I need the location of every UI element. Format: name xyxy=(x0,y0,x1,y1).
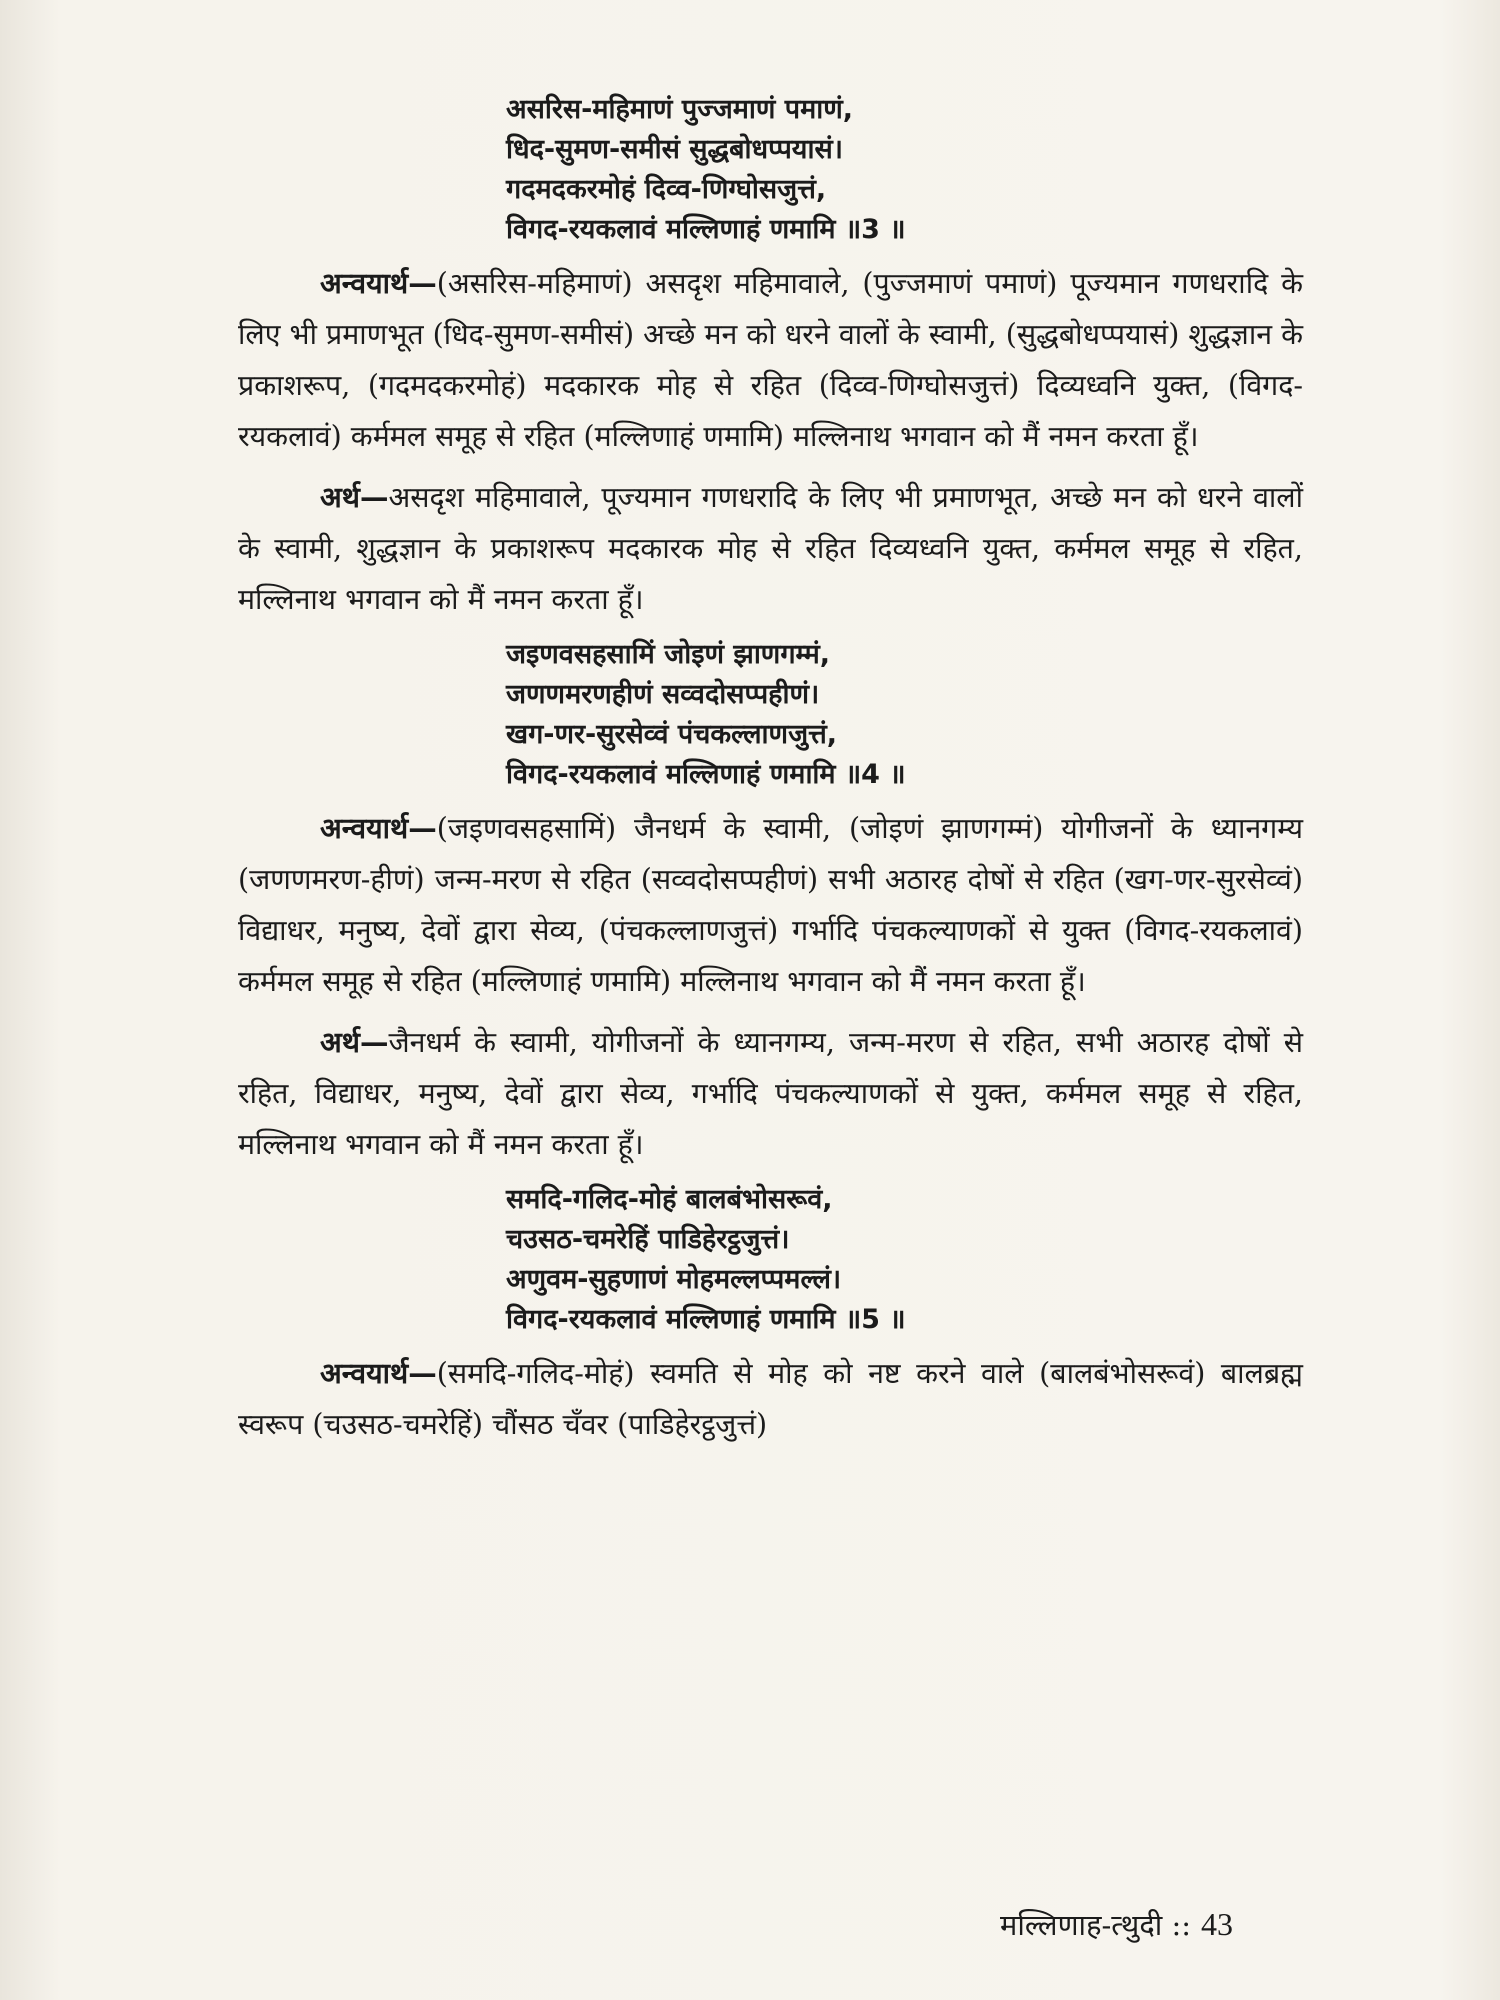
anvayartha-label: अन्वयार्थ— xyxy=(320,1357,437,1390)
verse-line: चउसठ-चमरेहिं पाडिहेरट्ठजुत्तं। xyxy=(506,1224,790,1255)
anvayartha-text: (समदि-गलिद-मोहं) स्वमति से मोह को नष्ट करने वाले (बालबंभोसरूवं) बालब्रह्म स्वरूप (चउसठ-चमरेहिं) चौंसठ चँवर (पाडिहेरट्ठजुत्तं) xyxy=(238,1357,1303,1441)
verse-4 xyxy=(506,635,1303,795)
artha-4 xyxy=(238,1017,1303,1170)
artha-text: असदृश महिमावाले, पूज्यमान गणधरादि के लिए भी प्रमाणभूत, अच्छे मन को धरने वालों के स्वामी, शुद्धज्ञान के प्रकाशरूप मदकारक मोह से रहित दिव्यध्वनि युक्त, कर्ममल समूह से रहित, मल्लिनाथ भगवान को मैं नमन करता हूँ। xyxy=(238,481,1303,616)
verse-line: असरिस-महिमाणं पुज्जमाणं पमाणं, xyxy=(506,94,854,125)
verse-line: विगद-रयकलावं मल्लिणाहं णमामि ॥5 ॥ xyxy=(506,1304,906,1335)
artha-3 xyxy=(238,472,1303,625)
verse-line: धिद-सुमण-समीसं सुद्धबोधप्पयासं। xyxy=(506,134,843,165)
verse-line: खग-णर-सुरसेव्वं पंचकल्लाणजुत्तं, xyxy=(506,719,838,750)
verse-line: विगद-रयकलावं मल्लिणाहं णमामि ॥3 ॥ xyxy=(506,214,906,245)
verse-line: जणणमरणहीणं सव्वदोसप्पहीणं। xyxy=(506,679,820,710)
verse-line: गदमदकरमोहं दिव्व-णिग्घोसजुत्तं, xyxy=(506,174,827,205)
artha-label: अर्थ— xyxy=(320,1026,389,1059)
artha-text: जैनधर्म के स्वामी, योगीजनों के ध्यानगम्य, जन्म-मरण से रहित, सभी अठारह दोषों से रहित, विद्याधर, मनुष्य, देवों द्वारा सेव्य, गर्भादि पंचकल्याणकों से युक्त, कर्ममल समूह से रहित, मल्लिनाथ भगवान को मैं नमन करता हूँ। xyxy=(238,1026,1303,1161)
page-number: 43 xyxy=(1201,1906,1234,1942)
verse-line: अणुवम-सुहणाणं मोहमल्लप्पमल्लं। xyxy=(506,1264,842,1295)
anvayartha-4 xyxy=(238,803,1303,1007)
verse-line: जइणवसहसामिं जोइणं झाणगम्मं, xyxy=(506,639,831,670)
anvayartha-text: (असरिस-महिमाणं) असदृश महिमावाले, (पुज्जमाणं पमाणं) पूज्यमान गणधरादि के लिए भी प्रमाणभूत (धिद-सुमण-समीसं) अच्छे मन को धरने वालों के स्वामी, (सुद्धबोधप्पयासं) शुद्धज्ञान के प्रकाशरूप, (गदमदकरमोहं) मदकारक मोह से रहित (दिव्व-णिग्घोसजुत्तं) दिव्यध्वनि युक्त, (विगद-रयकलावं) कर्ममल समूह से रहित (मल्लिणाहं णमामि) मल्लिनाथ भगवान को मैं नमन करता हूँ। xyxy=(238,267,1303,453)
anvayartha-3 xyxy=(238,258,1303,462)
page-content xyxy=(238,90,1303,1460)
verse-3 xyxy=(506,90,1303,250)
verse-line: समदि-गलिद-मोहं बालबंभोसरूवं, xyxy=(506,1184,833,1215)
verse-line: विगद-रयकलावं मल्लिणाहं णमामि ॥4 ॥ xyxy=(506,759,906,790)
anvayartha-text: (जइणवसहसामिं) जैनधर्म के स्वामी, (जोइणं झाणगम्मं) योगीजनों के ध्यानगम्य (जणणमरण-हीणं) जन्म-मरण से रहित (सव्वदोसप्पहीणं) सभी अठारह दोषों से रहित (खग-णर-सुरसेव्वं) विद्याधर, मनुष्य, देवों द्वारा सेव्य, (पंचकल्लाणजुत्तं) गर्भादि पंचकल्याणकों से युक्त (विगद-रयकलावं) कर्ममल समूह से रहित (मल्लिणाहं णमामि) मल्लिनाथ भगवान को मैं नमन करता हूँ। xyxy=(238,812,1303,998)
running-title: मल्लिणाह-त्थुदी :: xyxy=(1000,1908,1192,1942)
verse-5 xyxy=(506,1180,1303,1340)
page-footer xyxy=(1000,1905,1233,1944)
artha-label: अर्थ— xyxy=(320,481,389,514)
anvayartha-label: अन्वयार्थ— xyxy=(320,812,437,845)
anvayartha-label: अन्वयार्थ— xyxy=(320,267,437,300)
anvayartha-5 xyxy=(238,1348,1303,1450)
